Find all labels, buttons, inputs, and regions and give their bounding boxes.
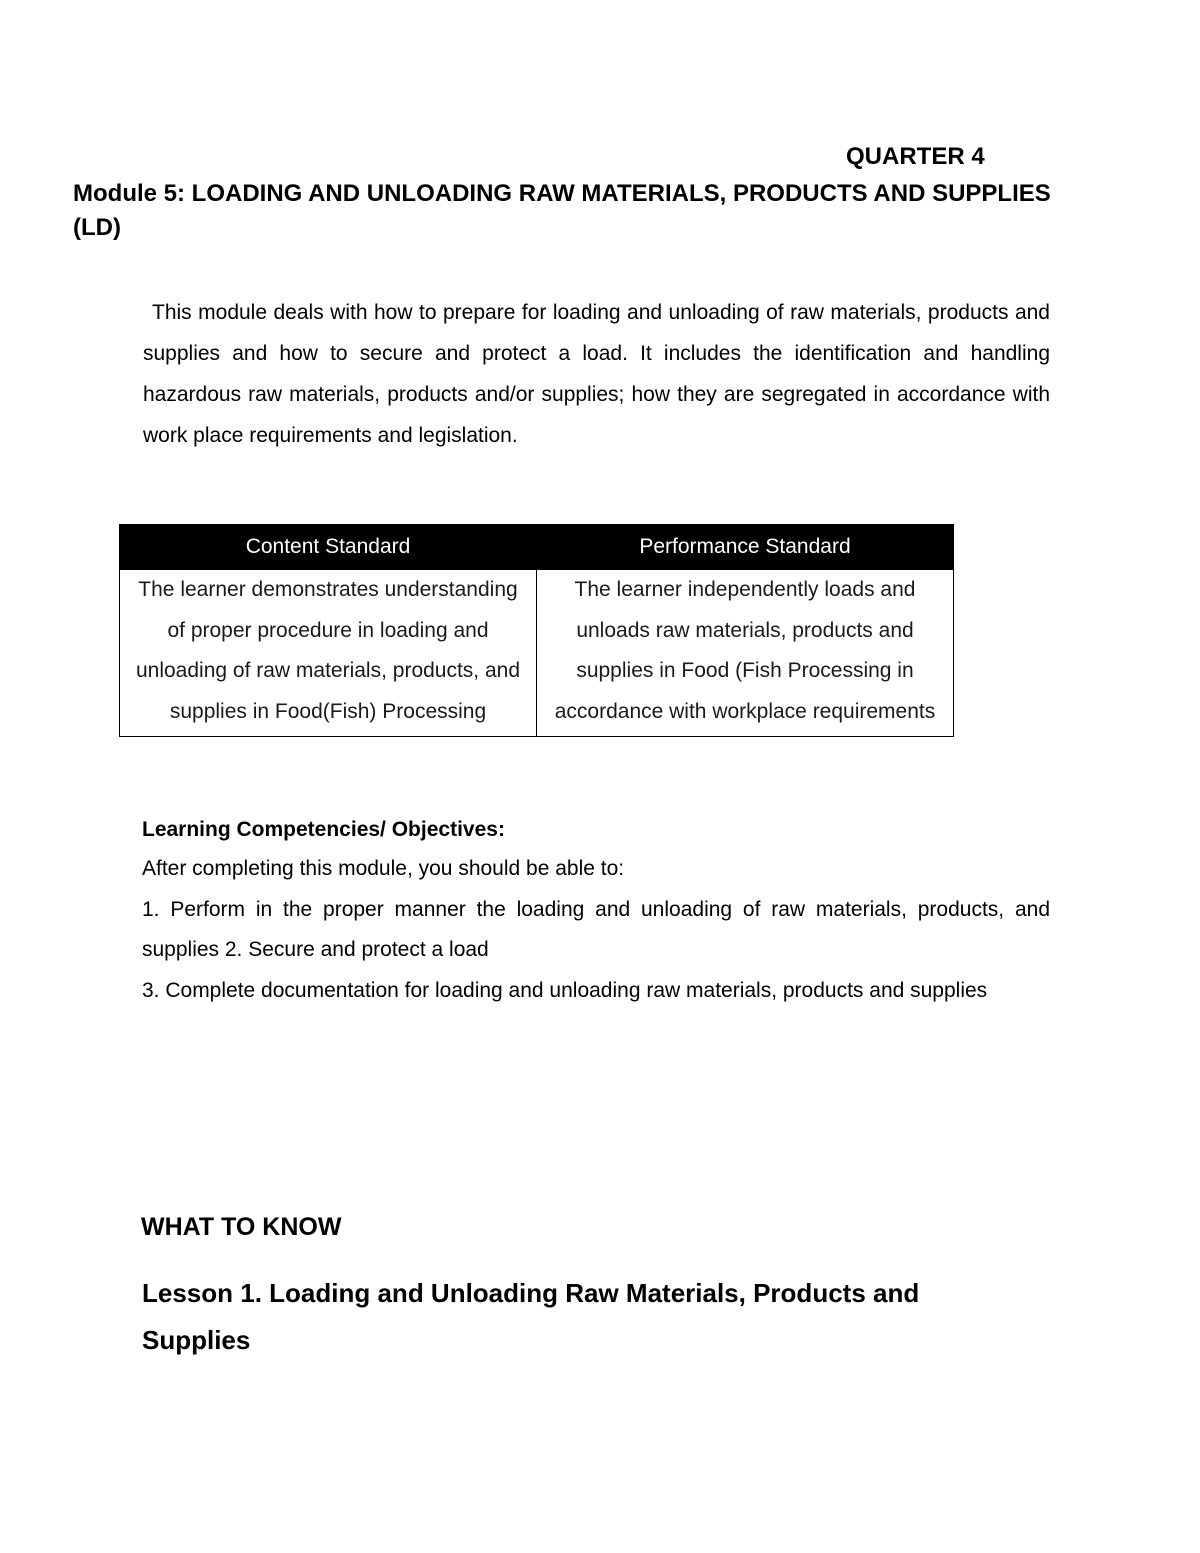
table-row [120, 570, 954, 737]
lesson-title: Lesson 1. Loading and Unloading Raw Materials, Products and Supplies [142, 1278, 920, 1355]
module-intro-paragraph: This module deals with how to prepare for loading and unloading of raw materials, products and supplies and how to secure and protect a load. It includes the identification and handling hazardous raw materials, products and/or supplies; how they are segregated in accordance with work place requirements and legislation. [143, 301, 1050, 447]
module-title: Module 5: LOADING AND UNLOADING RAW MATERIALS, PRODUCTS AND SUPPLIES (LD) [73, 180, 1051, 241]
content-standard-cell: The learner demonstrates understanding of proper procedure in loading and unloading of raw materials, products, and supplies in Food(Fish) Processing [120, 570, 537, 737]
performance-standard-cell: The learner independently loads and unloads raw materials, products and supplies in Food (Fish Processing in accordance with workplace requirements [537, 570, 954, 737]
learning-competencies-intro: After completing this module, you should be able to: [142, 857, 625, 880]
standards-table-header-row [120, 525, 954, 570]
content-standard-header: Content Standard [120, 525, 537, 570]
learning-competencies-heading: Learning Competencies/ Objectives: [142, 818, 505, 841]
quarter-label: QUARTER 4 [846, 143, 985, 170]
what-to-know-heading: WHAT TO KNOW [141, 1213, 342, 1241]
performance-standard-header: Performance Standard [537, 525, 954, 570]
learning-competencies-body [142, 849, 1050, 1011]
standards-table [119, 524, 954, 737]
list-item: 1. Perform in the proper manner the loading and unloading of raw materials, products, and supplies 2. Secure and protect a load [142, 897, 1050, 962]
list-item: 3. Complete documentation for loading and unloading raw materials, products and supplies [142, 978, 988, 1002]
